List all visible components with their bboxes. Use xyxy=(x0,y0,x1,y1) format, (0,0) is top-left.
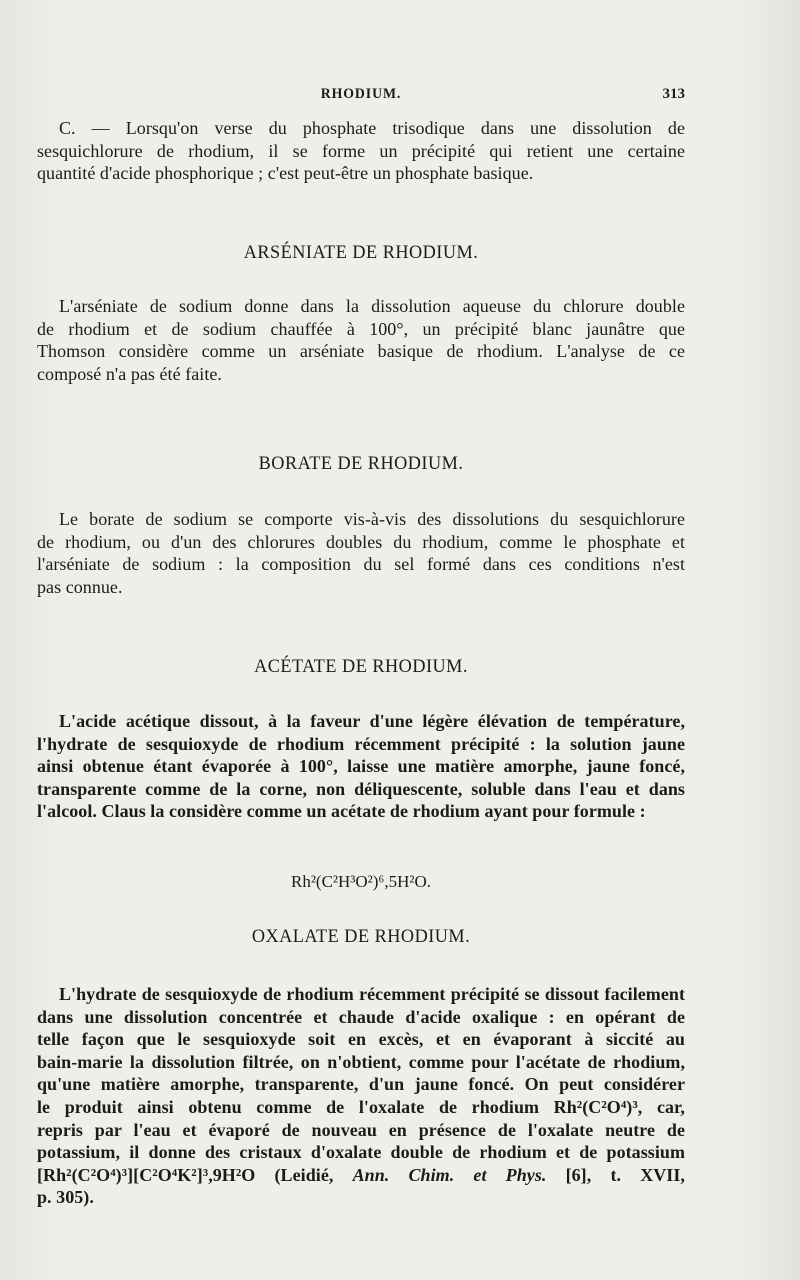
text-line: p. 305). xyxy=(37,1187,94,1208)
text-line: L'hydrate de sesquioxyde de rhodium récemment précipité se dissout facilement xyxy=(59,984,685,1004)
text-line: composé n'a pas été faite. xyxy=(37,363,222,384)
text-line: C. — Lorsqu'on verse du phosphate trisodique dans une dissolution de xyxy=(59,118,685,138)
text-line: de rhodium et de sodium chauffée à 100°, un précipité blanc jaunâtre que xyxy=(37,318,685,339)
page-number: 313 xyxy=(662,86,685,102)
text-line: dans une dissolution concentrée et chaude d'acide oxalique : en opérant de xyxy=(37,1006,685,1027)
heading-oxalate: OXALATE DE RHODIUM. xyxy=(251,926,471,947)
text-line: bain-marie la dissolution filtrée, on n'obtient, comme pour l'acétate de rhodium, xyxy=(37,1051,685,1072)
text-line: transparente comme de la corne, non déliquescente, soluble dans l'eau et dans xyxy=(37,778,685,799)
text-line: L'acide acétique dissout, à la faveur d'une légère élévation de température, xyxy=(59,711,685,731)
text-line: L'arséniate de sodium donne dans la dissolution aqueuse du chlorure double xyxy=(59,296,685,316)
heading-borate: BORATE DE RHODIUM. xyxy=(258,453,464,474)
journal-citation: Ann. Chim. et Phys. xyxy=(352,1164,547,1185)
text-line: quantité d'acide phosphorique ; c'est peut-être un phosphate basique. xyxy=(37,163,534,184)
text-line: ainsi obtenue étant évaporée à 100°, laisse une matière amorphe, jaune foncé, xyxy=(37,756,685,777)
text-line: potassium, il donne des cristaux d'oxalate double de rhodium et de potassium xyxy=(37,1142,685,1163)
heading-arseniate: ARSÉNIATE DE RHODIUM. xyxy=(243,242,479,263)
citation-volume: [6], t. XVII, xyxy=(546,1164,685,1185)
text-line: qu'une matière amorphe, transparente, d'un jaune foncé. On peut considérer xyxy=(37,1074,685,1095)
oxalate-formula: [Rh²(C²O⁴)³][C²O⁴K²]³,9H²O (Leidié, xyxy=(37,1164,353,1185)
paragraph-oxalate xyxy=(37,983,685,1209)
text-line: Thomson considère comme un arséniate basique de rhodium. L'analyse de ce xyxy=(37,341,685,362)
text-line: l'alcool. Claus la considère comme un acétate de rhodium ayant pour formule : xyxy=(37,801,646,822)
paragraph-c xyxy=(37,117,685,185)
acetate-formula: Rh²(C²H³O²)⁶,5H²O. xyxy=(290,872,432,891)
text-line: de rhodium, ou d'un des chlorures doubles du rhodium, comme le phosphate et xyxy=(37,531,685,552)
paragraph-arseniate xyxy=(37,295,685,385)
page-header xyxy=(37,86,685,108)
text-line: l'arséniate de sodium : la composition du sel formé dans ces conditions n'est xyxy=(37,554,685,575)
text-line: pas connue. xyxy=(37,576,123,597)
paragraph-borate xyxy=(37,508,685,598)
text-line: Le borate de sodium se comporte vis-à-vis des dissolutions du sesquichlorure xyxy=(59,509,685,529)
text-line: le produit ainsi obtenu comme de l'oxalate de rhodium Rh²(C²O⁴)³, car, xyxy=(37,1096,685,1117)
heading-acetate: ACÉTATE DE RHODIUM. xyxy=(254,656,468,677)
text-line: sesquichlorure de rhodium, il se forme un précipité qui retient une certaine xyxy=(37,140,685,161)
citation-line xyxy=(37,1164,685,1187)
running-head: RHODIUM. xyxy=(320,86,402,102)
text-line: l'hydrate de sesquioxyde de rhodium récemment précipité : la solution jaune xyxy=(37,733,685,754)
text-line: telle façon que le sesquioxyde soit en excès, et en évaporant à siccité au xyxy=(37,1029,685,1050)
text-line: repris par l'eau et évaporé de nouveau en présence de l'oxalate neutre de xyxy=(37,1119,685,1140)
paragraph-acetate xyxy=(37,710,685,823)
